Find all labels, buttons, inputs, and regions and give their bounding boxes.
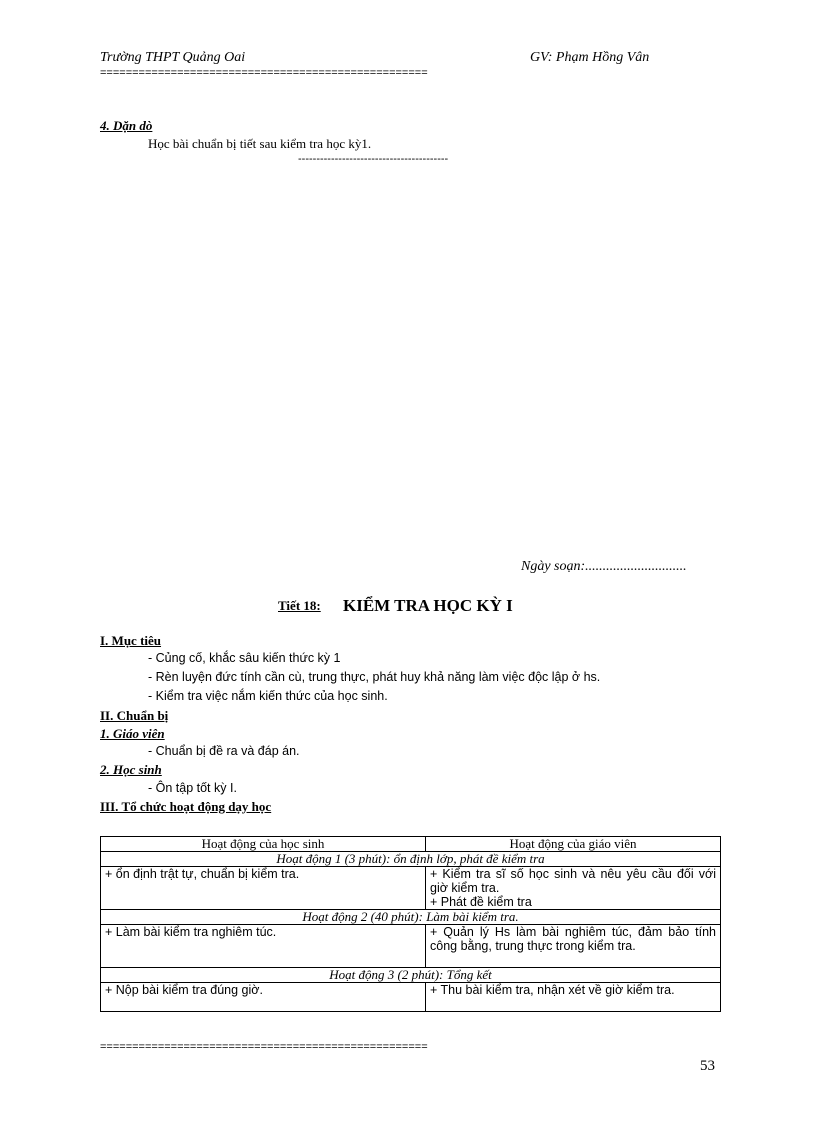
organization-heading: III. Tổ chức hoạt động dạy học bbox=[100, 799, 272, 814]
student-prep-item: - Ôn tập tốt kỳ I. bbox=[148, 781, 237, 795]
teacher-prep-heading: 1. Giáo viên bbox=[100, 726, 165, 741]
table-row bbox=[101, 867, 721, 910]
objective-item: - Rèn luyện đức tính cần cù, trung thực, phát huy khả năng làm việc độc lập ở hs. bbox=[148, 670, 601, 684]
header-teacher: GV: Phạm Hồng Vân bbox=[530, 50, 650, 65]
prev-section-heading: 4. Dặn dò bbox=[100, 118, 153, 133]
table-row bbox=[101, 925, 721, 968]
page-title: KIỂM TRA HỌC KỲ I bbox=[343, 596, 513, 615]
section-row bbox=[101, 910, 721, 925]
page-number: 53 bbox=[700, 1058, 715, 1074]
teacher-activity: + Thu bài kiểm tra, nhận xét về giờ kiểm tra. bbox=[426, 983, 721, 1012]
student-activity: + ổn định trật tự, chuẩn bị kiểm tra. bbox=[101, 867, 426, 910]
student-activity: + Làm bài kiểm tra nghiêm túc. bbox=[101, 925, 426, 968]
table-header-row bbox=[101, 837, 721, 852]
section-title: Hoạt động 3 (2 phút): Tổng kết bbox=[101, 968, 721, 983]
teacher-activity-line: + Phát đề kiểm tra bbox=[430, 895, 532, 909]
column-header-student: Hoạt động của học sinh bbox=[101, 837, 426, 852]
section-title: Hoạt động 1 (3 phút): ổn định lớp, phát đề kiểm tra bbox=[101, 852, 721, 867]
footer-rule: =================================================== bbox=[100, 1041, 428, 1053]
objective-item: - Củng cố, khắc sâu kiến thức kỳ 1 bbox=[148, 651, 341, 665]
table-row bbox=[101, 983, 721, 1012]
section-row bbox=[101, 968, 721, 983]
section-title: Hoạt động 2 (40 phút): Làm bài kiểm tra. bbox=[101, 910, 721, 925]
teacher-activity bbox=[426, 867, 721, 910]
section-divider: ----------------------------------------- bbox=[298, 153, 449, 165]
teacher-activity: + Quản lý Hs làm bài nghiêm túc, đảm bảo tính công bằng, trung thực trong kiểm tra. bbox=[426, 925, 721, 968]
header-school: Trường THPT Quảng Oai bbox=[100, 50, 246, 65]
column-header-teacher: Hoạt động của giáo viên bbox=[426, 837, 721, 852]
teacher-activity-line: + Kiểm tra sĩ số học sinh và nêu yêu cầu đối với giờ kiểm tra. bbox=[430, 867, 716, 895]
activity-table bbox=[100, 836, 721, 1012]
prev-section-text: Học bài chuẩn bị tiết sau kiểm tra học kỳ1. bbox=[148, 136, 372, 151]
objective-item: - Kiểm tra việc nắm kiến thức của học sinh. bbox=[148, 689, 388, 703]
student-activity: + Nộp bài kiểm tra đúng giờ. bbox=[101, 983, 426, 1012]
preparation-heading: II. Chuẩn bị bbox=[100, 708, 169, 723]
student-prep-heading: 2. Học sinh bbox=[100, 762, 162, 777]
teacher-prep-item: - Chuẩn bị đề ra và đáp án. bbox=[148, 744, 300, 758]
header-rule: =================================================== bbox=[100, 67, 428, 79]
date-line: Ngày soạn:............................. bbox=[521, 559, 687, 574]
objectives-heading: I. Mục tiêu bbox=[100, 633, 162, 648]
section-row bbox=[101, 852, 721, 867]
lesson-number: Tiết 18: bbox=[278, 598, 321, 613]
